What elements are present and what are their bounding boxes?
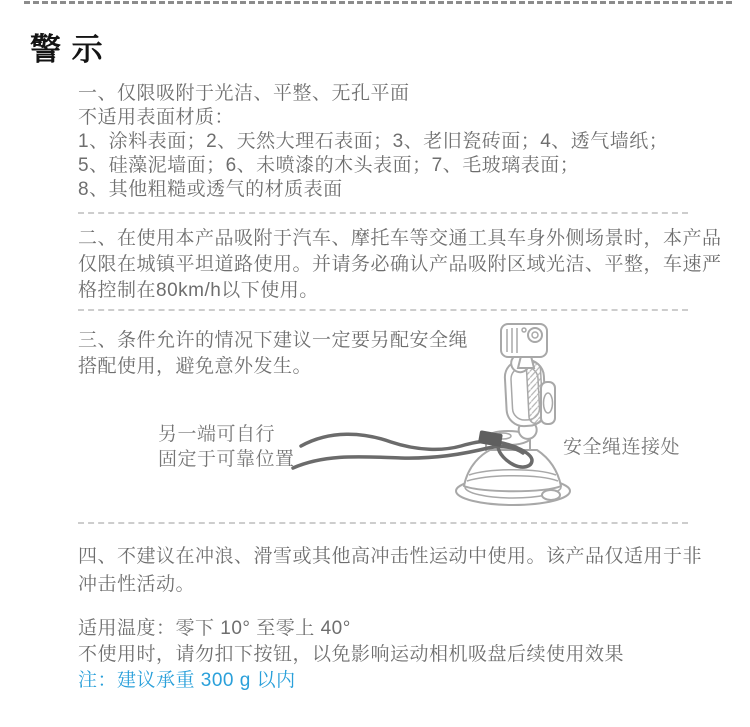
temperature-note: 适用温度：零下 10° 至零上 40°	[78, 618, 351, 639]
suction-mount-diagram	[285, 318, 585, 518]
section-divider-3	[78, 522, 688, 524]
warning-4-line-2: 冲击性活动。	[78, 574, 196, 595]
warning-section-2	[78, 226, 722, 304]
warning-1-line-3: 1、涂料表面；2、天然大理石表面；3、老旧瓷砖面；4、透气墙纸；	[78, 131, 669, 152]
mount-knob-icon	[541, 382, 555, 424]
warning-1-line-2: 不适用表面材质：	[78, 107, 235, 128]
warning-2-line-2: 仅限在城镇平坦道路使用。并请务必确认产品吸附区域光洁、平整，车速严	[78, 254, 722, 275]
warning-section-1	[78, 82, 668, 202]
action-camera-icon	[501, 324, 547, 368]
warning-section-4	[78, 543, 702, 599]
usage-notes	[78, 616, 624, 694]
button-usage-note: 不使用时，请勿扣下按钮，以免影响运动相机吸盘后续使用效果	[78, 644, 625, 665]
section-divider-1	[78, 212, 688, 214]
rope-left-label-line-1: 另一端可自行	[158, 424, 276, 445]
top-dashed-divider	[24, 1, 732, 4]
warning-3-line-1: 三、条件允许的情况下建议一定要另配安全绳	[78, 330, 469, 351]
rope-left-label	[158, 422, 295, 472]
section-divider-2	[78, 309, 688, 311]
weight-limit-note: 注：建议承重 300 g 以内	[78, 670, 296, 691]
warning-1-line-5: 8、其他粗糙或透气的材质表面	[78, 179, 343, 200]
warning-2-line-3: 格控制在80km/h以下使用。	[78, 280, 319, 301]
warning-4-line-1: 四、不建议在冲浪、滑雪或其他高冲击性运动中使用。该产品仅适用于非	[78, 546, 703, 567]
rope-connection-label: 安全绳连接处	[563, 437, 681, 458]
warning-3-line-2: 搭配使用，避免意外发生。	[78, 356, 313, 377]
rope-left-label-line-2: 固定于可靠位置	[158, 449, 295, 470]
warning-2-line-1: 二、在使用本产品吸附于汽车、摩托车等交通工具车身外侧场景时，本产品	[78, 228, 722, 249]
warning-1-line-4: 5、硅藻泥墙面；6、未喷漆的木头表面；7、毛玻璃表面；	[78, 155, 580, 176]
page-title: 警 示	[30, 32, 104, 67]
warning-1-line-1: 一、仅限吸附于光洁、平整、无孔平面	[78, 83, 410, 104]
